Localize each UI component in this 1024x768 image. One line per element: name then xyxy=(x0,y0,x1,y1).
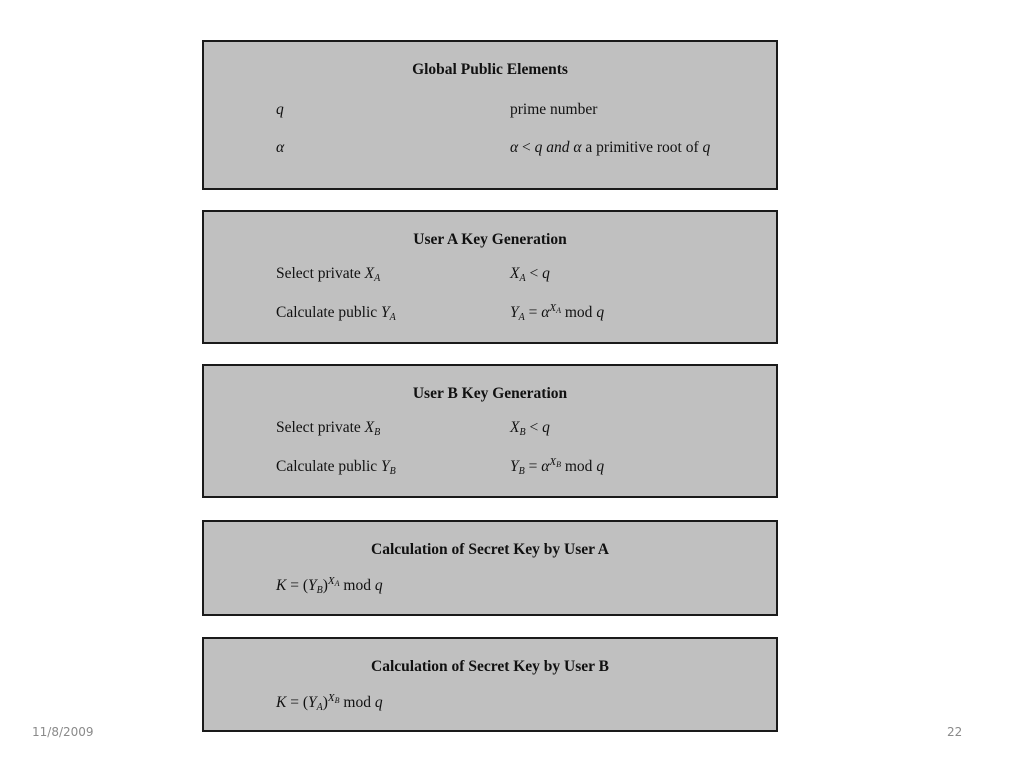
alpha-symbol: α xyxy=(276,139,285,156)
secret-key-user-b-formula: $K = (Y_A)^{X_B}$ mod q xyxy=(276,692,383,713)
user-b-select-private-label: Select private $X_B$ xyxy=(276,419,381,438)
user-b-key-generation-title: User B Key Generation xyxy=(412,385,568,402)
secret-key-user-b-title: Calculation of Secret Key by User B xyxy=(371,658,609,675)
user-a-calculate-public-label: Calculate public $Y_A$ xyxy=(276,304,396,323)
secret-key-user-a-panel xyxy=(202,520,778,616)
user-a-key-generation-panel xyxy=(202,210,778,344)
user-a-public-formula: $Y_A = \alpha^{X_A}$ mod q xyxy=(510,302,605,323)
secret-key-user-b-panel xyxy=(202,637,778,732)
user-b-private-condition: $X_B < q$ xyxy=(510,419,550,438)
global-public-elements-panel xyxy=(202,40,778,190)
slide-date: 11/8/2009 xyxy=(32,725,94,739)
global-public-elements-title: Global Public Elements xyxy=(412,61,568,78)
user-a-private-condition: $X_A < q$ xyxy=(510,265,550,284)
alpha-description: α < q and α a primitive root of q xyxy=(510,139,711,156)
user-a-select-private-label: Select private $X_A$ xyxy=(276,265,381,284)
user-b-public-formula: $Y_B = \alpha^{X_B}$ mod q xyxy=(510,456,605,477)
secret-key-user-a-title: Calculation of Secret Key by User A xyxy=(371,541,609,558)
q-symbol: q xyxy=(276,101,284,118)
user-b-calculate-public-label: Calculate public $Y_B$ xyxy=(276,458,396,477)
secret-key-user-a-formula: $K = (Y_B)^{X_A}$ mod q xyxy=(276,575,383,596)
user-a-key-generation-title: User A Key Generation xyxy=(413,231,567,248)
user-b-key-generation-panel xyxy=(202,364,778,498)
slide-page-number: 22 xyxy=(947,725,963,739)
q-description: prime number xyxy=(510,101,598,118)
